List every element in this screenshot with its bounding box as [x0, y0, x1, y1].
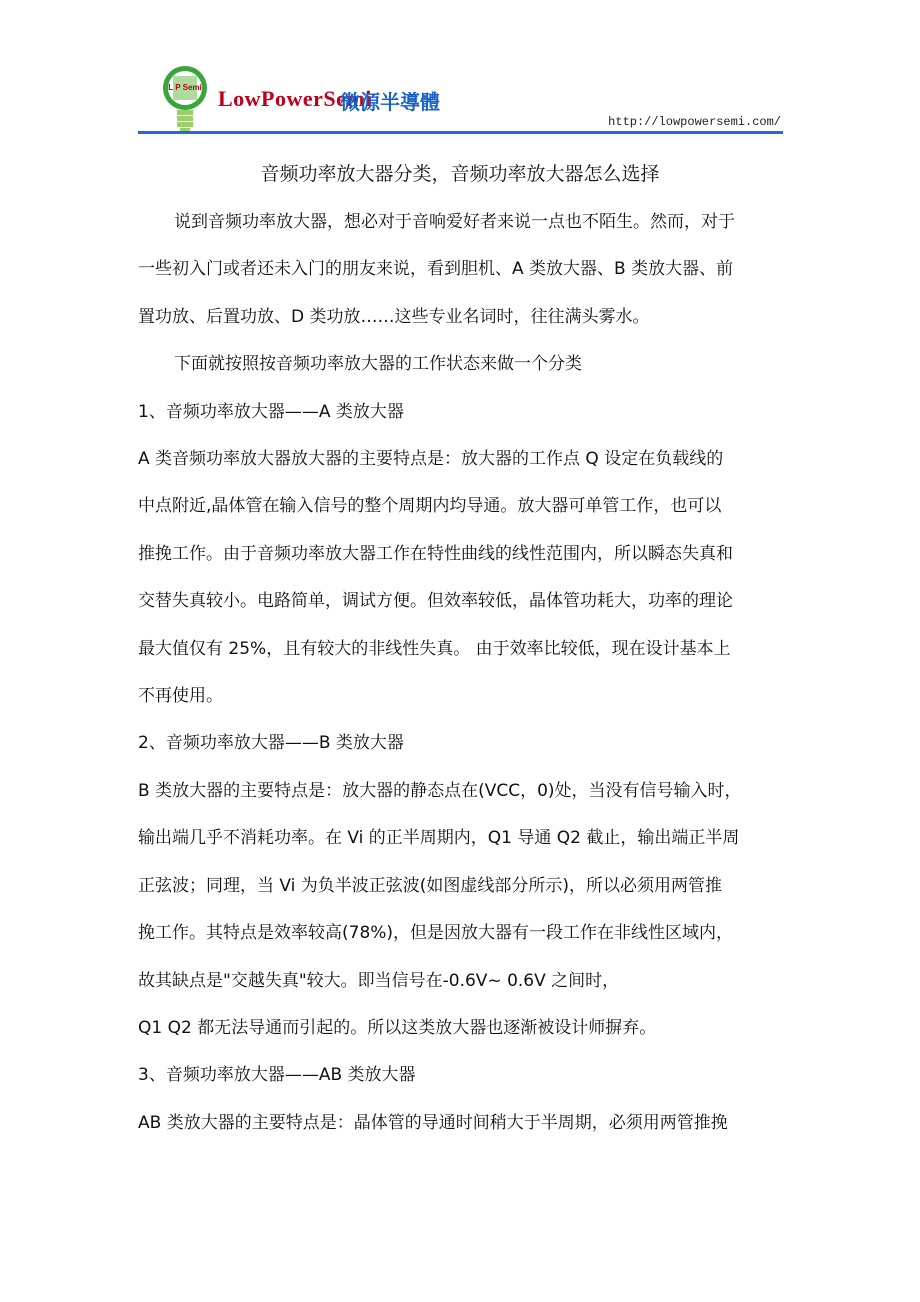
body-line: 故其缺点是"交越失真"较大。即当信号在-0.6V~ 0.6V 之间时，: [138, 970, 620, 991]
body-line: 下面就按照按音频功率放大器的工作状态来做一个分类: [174, 354, 582, 375]
page-header: [138, 58, 783, 136]
body-line: 正弦波；同理，当 Vi 为负半波正弦波(如图虚线部分所示)，所以必须用两管推: [138, 875, 723, 896]
lightbulb-logo-icon: [160, 64, 210, 136]
body-line: 不再使用。: [138, 686, 223, 707]
brand-name-english: LowPowerSemi: [218, 86, 372, 111]
body-line: 最大值仅有 25%，且有较大的非线性失真。 由于效率比较低，现在设计基本上: [138, 638, 731, 659]
brand-name-chinese: 微源半導體: [340, 90, 440, 114]
body-line: Q1 Q2 都无法导通而引起的。所以这类放大器也逐渐被设计师摒弃。: [138, 1017, 657, 1038]
body-line: 说到音频功率放大器，想必对于音响爱好者来说一点也不陌生。然而，对于: [174, 212, 735, 232]
article-body: [138, 199, 786, 1147]
section-heading: 2、音频功率放大器——B 类放大器: [138, 733, 404, 754]
body-line: 推挽工作。由于音频功率放大器工作在特性曲线的线性范围内，所以瞬态失真和: [138, 543, 733, 564]
body-line: 一些初入门或者还未入门的朋友来说，看到胆机、A 类放大器、B 类放大器、前: [138, 259, 734, 280]
body-line: AB 类放大器的主要特点是：晶体管的导通时间稍大于半周期，必须用两管推挽: [138, 1112, 728, 1133]
body-line: 挽工作。其特点是效率较高(78%)，但是因放大器有一段工作在非线性区域内，: [138, 923, 734, 944]
section-heading: 3、音频功率放大器——AB 类放大器: [138, 1065, 416, 1086]
body-line: B 类放大器的主要特点是：放大器的静态点在(VCC，0)处，当没有信号输入时，: [138, 780, 742, 801]
header-divider: [138, 131, 783, 134]
body-line: 交替失真较小。电路简单，调试方便。但效率较低，晶体管功耗大，功率的理论: [138, 591, 733, 612]
website-url: http://lowpowersemi.com/: [608, 115, 781, 129]
section-heading: 1、音频功率放大器——A 类放大器: [138, 401, 404, 422]
body-line: 输出端几乎不消耗功率。在 Vi 的正半周期内，Q1 导通 Q2 截止，输出端正半周: [138, 828, 740, 849]
body-line: 中点附近,晶体管在输入信号的整个周期内均导通。放大器可单管工作，也可以: [138, 496, 722, 517]
article-title: 音频功率放大器分类，音频功率放大器怎么选择: [260, 163, 660, 185]
body-line: 置功放、后置功放、D 类功放……这些专业名词时，往往满头雾水。: [138, 306, 650, 327]
body-line: A 类音频功率放大器放大器的主要特点是：放大器的工作点 Q 设定在负载线的: [138, 449, 724, 470]
logo-badge-text: L P Semi: [168, 83, 202, 92]
